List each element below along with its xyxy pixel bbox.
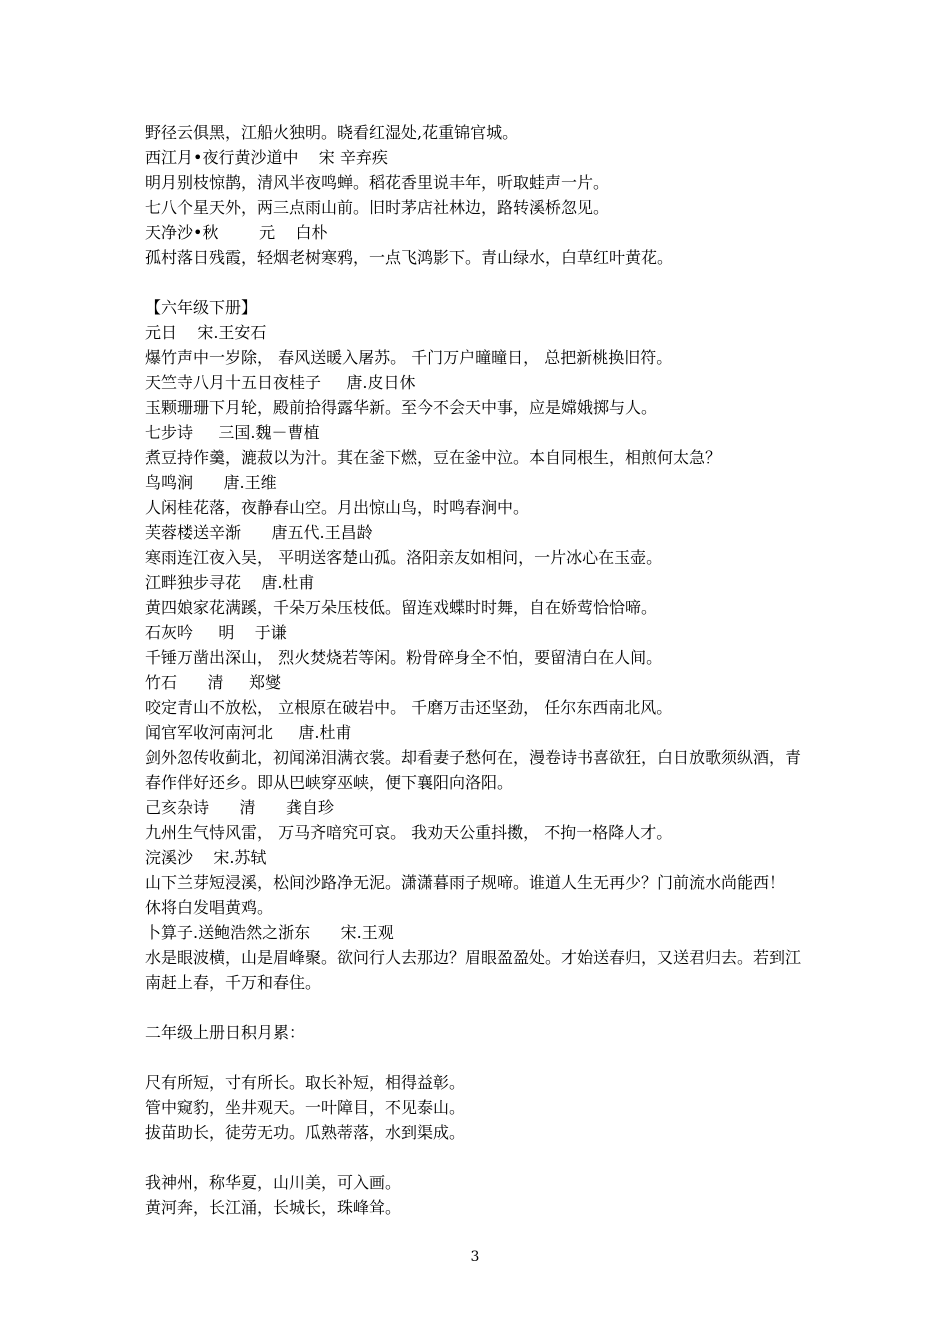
text-line: 卜算子.送鲍浩然之浙东 宋.王观 [145,923,394,942]
text-line: 南赶上春，千万和春住。 [145,973,322,992]
text-line: 江畔独步寻花 唐.杜甫 [145,573,315,592]
text-line: 剑外忽传收蓟北，初闻涕泪满衣裳。却看妻子愁何在，漫卷诗书喜欲狂，白日放歌须纵酒，青 [145,748,802,767]
text-line: 山下兰芽短浸溪，松间沙路净无泥。潇潇暮雨子规啼。谁道人生无再少？门前流水尚能西！ [145,873,786,892]
text-line: 【六年级下册】 [145,298,258,317]
text-line: 闻官军收河南河北 唐.杜甫 [145,723,352,742]
text-line: 九州生气恃风雷， 万马齐喑究可哀。 我劝天公重抖擞， 不拘一格降人才。 [145,823,673,842]
text-line: 人闲桂花落，夜静春山空。月出惊山鸟，时鸣春涧中。 [145,498,530,517]
text-line: 黄四娘家花满蹊，千朵万朵压枝低。留连戏蝶时时舞，自在娇莺恰恰啼。 [145,598,658,617]
text-line: 竹石 清 郑燮 [145,673,281,692]
blank-line [145,1045,820,1070]
text-line: 西江月•夜行黄沙道中 宋 辛弃疾 [145,148,388,167]
text-line: 寒雨连江夜入吴， 平明送客楚山孤。洛阳亲友如相问，一片冰心在玉壶。 [145,548,663,567]
text-line: 黄河奔，长江涌，长城长，珠峰耸。 [145,1198,402,1217]
text-line: 明月别枝惊鹊，清风半夜鸣蝉。稻花香里说丰年，听取蛙声一片。 [145,173,610,192]
text-line: 元日 宋.王安石 [145,323,267,342]
text-line: 芙蓉楼送辛渐 唐五代.王昌龄 [145,523,373,542]
text-line: 七步诗 三国.魏－曹植 [145,423,320,442]
text-line: 天竺寺八月十五日夜桂子 唐.皮日休 [145,373,416,392]
text-line: 玉颗珊珊下月轮，殿前拾得露华新。至今不会天中事，应是嫦娥掷与人。 [145,398,658,417]
text-line: 水是眼波横，山是眉峰聚。欲问行人去那边？眉眼盈盈处。才始送春归，又送君归去。若到江 [145,948,802,967]
text-line: 尺有所短，寸有所长。取长补短，相得益彰。 [145,1073,466,1092]
text-line: 天净沙•秋 元 白朴 [145,223,328,242]
text-line: 二年级上册日积月累： [145,1023,306,1042]
blank-line [145,1145,820,1170]
text-line: 浣溪沙 宋.苏轼 [145,848,267,867]
text-line: 拔苗助长，徒劳无功。瓜熟蒂落，水到渠成。 [145,1123,466,1142]
text-line: 煮豆持作羹，漉菽以为汁。萁在釜下燃，豆在釜中泣。本自同根生，相煎何太急？ [145,448,722,467]
page-number: 3 [470,1249,480,1265]
text-line: 管中窥豹，坐井观天。一叶障目，不见泰山。 [145,1098,466,1117]
text-line: 爆竹声中一岁除， 春风送暖入屠苏。 千门万户曈曈日， 总把新桃换旧符。 [145,348,673,367]
text-line: 我神州，称华夏，山川美，可入画。 [145,1173,402,1192]
text-line: 己亥杂诗 清 龚自珍 [145,798,335,817]
text-line: 石灰吟 明 于谦 [145,623,287,642]
text-line: 鸟鸣涧 唐.王维 [145,473,277,492]
text-line: 休将白发唱黄鸡。 [145,898,274,917]
text-line: 千锤万凿出深山， 烈火焚烧若等闲。粉骨碎身全不怕，要留清白在人间。 [145,648,663,667]
blank-line [145,995,820,1020]
text-line: 野径云俱黑，江船火独明。晓看红湿处,花重锦官城。 [145,123,519,142]
text-line: 咬定青山不放松， 立根原在破岩中。 千磨万击还坚劲， 任尔东西南北风。 [145,698,673,717]
text-line: 春作伴好还乡。即从巴峡穿巫峡，便下襄阳向洛阳。 [145,773,514,792]
text-line: 七八个星天外，两三点雨山前。旧时茅店社林边，路转溪桥忽见。 [145,198,610,217]
document-body [145,120,820,1220]
blank-line [145,270,820,295]
text-line: 孤村落日残霞，轻烟老树寒鸦，一点飞鸿影下。青山绿水，白草红叶黄花。 [145,248,674,267]
